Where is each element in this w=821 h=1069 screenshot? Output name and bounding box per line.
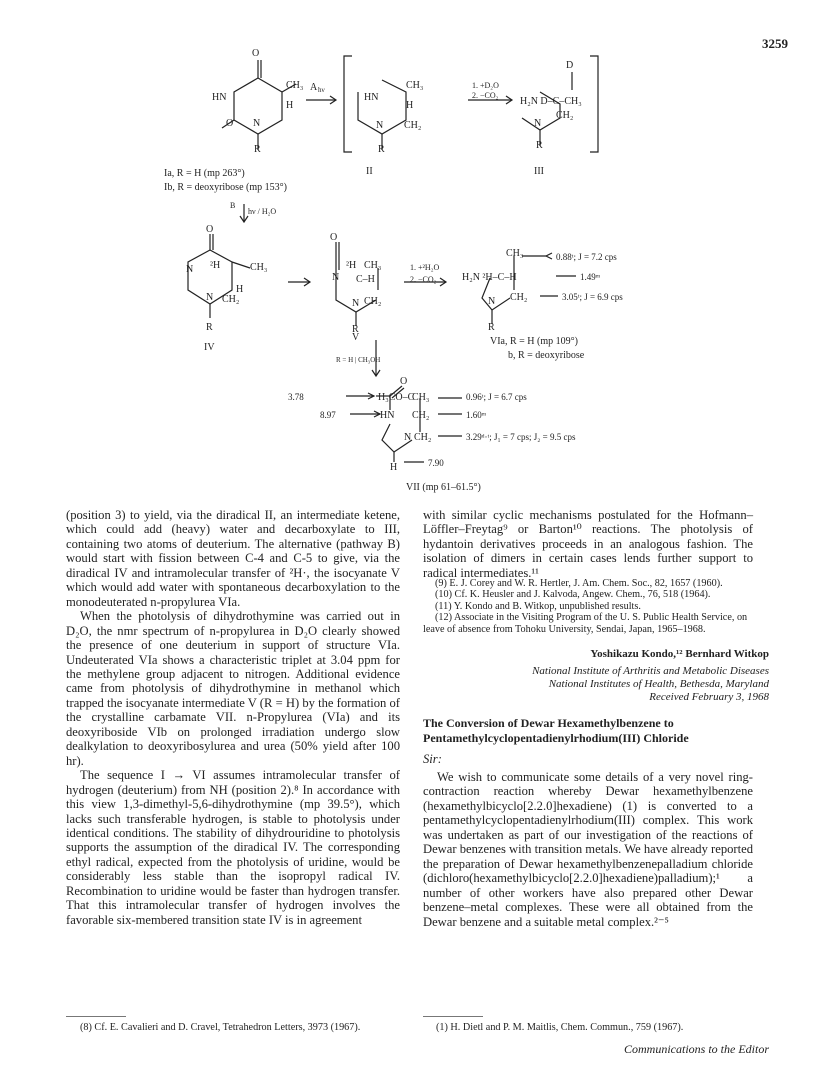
svg-text:VII (mp 61–61.5°): VII (mp 61–61.5°) (406, 482, 481, 493)
svg-text:²H: ²H (346, 260, 357, 271)
svg-text:O: O (400, 376, 408, 387)
svg-text:hν / H₂O: hν / H₂O (248, 207, 277, 216)
svg-text:H: H (236, 284, 244, 295)
svg-text:V: V (352, 332, 360, 343)
svg-text:O: O (226, 118, 234, 129)
svg-text:B: B (230, 201, 236, 210)
svg-text:hν: hν (318, 86, 325, 94)
svg-text:HN: HN (364, 92, 379, 103)
svg-text:b, R = deoxyribose: b, R = deoxyribose (508, 350, 585, 361)
left-footnote (80, 1022, 400, 1033)
svg-text:N: N (332, 272, 340, 283)
svg-text:R: R (488, 322, 495, 333)
right-footnotes (423, 578, 753, 635)
svg-text:1. +²H₂O: 1. +²H₂O (410, 263, 440, 272)
left-column (66, 508, 400, 927)
svg-text:O: O (330, 232, 338, 243)
authors: Yoshikazu Kondo,¹² Bernhard Witkop (590, 648, 769, 660)
svg-text:3.78: 3.78 (288, 392, 304, 402)
svg-text:3.05ᵗ; J = 6.9 cps: 3.05ᵗ; J = 6.9 cps (562, 292, 623, 302)
footnote: (11) Y. Kondo and B. Witkop, unpublished results. (435, 600, 641, 612)
svg-text:N: N (534, 118, 542, 129)
svg-text:VIa, R = H (mp 109°): VIa, R = H (mp 109°) (490, 336, 578, 347)
svg-text:CH₃: CH₃ (406, 80, 424, 91)
svg-text:CH₃: CH₃ (286, 80, 304, 91)
svg-text:N: N (352, 298, 360, 309)
journal-section-footer: Communications to the Editor (624, 1042, 769, 1056)
svg-text:N: N (253, 118, 261, 129)
svg-text:2. −CO₂: 2. −CO₂ (410, 275, 437, 284)
svg-text:D: D (566, 60, 574, 71)
affiliation (532, 665, 769, 704)
svg-text:N: N (488, 296, 496, 307)
svg-text:HN: HN (212, 92, 227, 103)
svg-text:CH₂: CH₂ (414, 432, 432, 443)
svg-text:CH₃: CH₃ (506, 248, 524, 259)
page-number: 3259 (762, 36, 788, 51)
svg-text:O: O (252, 48, 260, 59)
svg-text:II: II (366, 166, 373, 177)
svg-text:CH₂: CH₂ (404, 120, 422, 131)
svg-text:H: H (286, 100, 294, 111)
right-footnote (436, 1022, 753, 1033)
svg-text:Ia, R = H (mp 263°): Ia, R = H (mp 263°) (164, 168, 245, 179)
paragraph: (position 3) to yield, via the diradical II, an intermediate ketene, which could add (heavy) water and decarboxylate to III, containing two atoms of deuterium. The alternative (pathway B) would start with fission between C-4 and C-5 to give, via the diradical IV and intramolecular transfer of ²H·, the isocyanate V which would add water with spontaneous decarboxylation to the monodeuterated n-propylurea VIa. (66, 508, 400, 609)
svg-text:CH₂: CH₂ (222, 294, 240, 305)
footnote: (9) E. J. Corey and W. R. Hertler, J. Am. Chem. Soc., 82, 1657 (1960). (435, 578, 723, 589)
affiliation-line: National Institute of Arthritis and Metabolic Diseases (532, 665, 769, 677)
svg-text:R: R (254, 144, 261, 155)
paragraph: The sequence I → VI assumes intramolecular transfer of hydrogen (deuterium) from NH (position 2).⁸ In accordance with this view 1,3-dimethyl-5,6-dihydrothymine (mp 39.5°), which lacks such transferable hydrogen, is stable to photolysis under identical conditions. The stability of dihydrouridine to photolysis supports the assumption of the diradical IV. The corresponding ethyl radical, expected from the photolysis of uridine, would be considerably less stable than the isopropyl radical IV. Recombination to uridine would be faster than hydrogen transfer. That this intramolecular transfer of hydrogen involves the favorable six-membered transition state IV is in agreement (66, 768, 400, 927)
svg-text:CH₂: CH₂ (510, 292, 528, 303)
svg-text:HN: HN (380, 410, 395, 421)
svg-text:3.29ᵈ·ᵗ; J₁ = 7 cps; J₂ = 9.5: 3.29ᵈ·ᵗ; J₁ = 7 cps; J₂ = 9.5 cps (466, 432, 576, 442)
svg-text:H₂N ²H–C–H: H₂N ²H–C–H (462, 272, 517, 283)
paragraph: We wish to communicate some details of a very novel ring-contraction reaction whereby Dewar hexamethylbenzene (hexamethylbicyclo[2.2.0]hexadiene) (1) is converted to a pentamethylcyclopentadienylrhodium(III) complex. This work was undertaken as part of our investigation of the reactions of Dewar benzenes with transition metals. We have already reported the preparation of Dewar hexamethylbenzenepalladium chloride (dichloro(hexamethylbicyclo[2.2.0]hexadiene)palladium);¹ a number of other workers have also prepared other Dewar benzene–metal complexes. These were all obtained from the Dewar benzene and a suitable metal complex.²⁻⁵ (423, 770, 753, 929)
svg-text:Ib, R = deoxyribose (mp 153°): Ib, R = deoxyribose (mp 153°) (164, 182, 287, 193)
svg-text:CH₃: CH₃ (412, 392, 430, 403)
svg-text:H: H (390, 462, 398, 473)
svg-text:N: N (376, 120, 384, 131)
svg-text:A: A (310, 82, 318, 93)
svg-text:H: H (406, 100, 414, 111)
svg-text:²H: ²H (210, 260, 221, 271)
svg-text:CH₂: CH₂ (364, 296, 382, 307)
svg-text:N: N (206, 292, 214, 303)
svg-text:0.96ᵗ; J = 6.7 cps: 0.96ᵗ; J = 6.7 cps (466, 392, 527, 402)
article-title: The Conversion of Dewar Hexamethylbenzene to Pentamethylcyclopentadienylrhodium(III) Chloride (423, 716, 689, 745)
footnote: (8) Cf. E. Cavalieri and D. Cravel, Tetrahedron Letters, 3973 (1967). (80, 1022, 361, 1033)
svg-text:CH₃: CH₃ (364, 260, 382, 271)
svg-text:CH₂: CH₂ (412, 410, 430, 421)
svg-text:C–H: C–H (356, 274, 375, 285)
svg-text:IV: IV (204, 342, 215, 353)
reaction-scheme (0, 0, 821, 510)
footnote: (10) Cf. K. Heusler and J. Kalvoda, Angew. Chem., 76, 518 (1964). (435, 589, 711, 601)
svg-text:III: III (534, 166, 544, 177)
received-date: Received February 3, 1968 (649, 691, 769, 703)
svg-text:1.60ᵐ: 1.60ᵐ (466, 410, 487, 420)
right-column-body (423, 770, 753, 929)
affiliation-line: National Institutes of Health, Bethesda, Maryland (548, 678, 769, 690)
salutation: Sir: (423, 752, 442, 766)
svg-text:N: N (186, 264, 194, 275)
footnote-rule (423, 1016, 483, 1017)
svg-text:1. +D₂O: 1. +D₂O (472, 81, 499, 90)
svg-text:7.90: 7.90 (428, 458, 444, 468)
svg-text:CH₂: CH₂ (556, 110, 574, 121)
svg-text:0.88ᵗ; J = 7.2 cps: 0.88ᵗ; J = 7.2 cps (556, 252, 617, 262)
svg-text:CH₃: CH₃ (250, 262, 268, 273)
right-column-top (423, 508, 753, 580)
svg-text:O: O (206, 224, 214, 235)
svg-text:R: R (378, 144, 385, 155)
footnote: (1) H. Dietl and P. M. Maitlis, Chem. Commun., 759 (1967). (436, 1022, 684, 1033)
svg-text:H₂N D–C–CH₃: H₂N D–C–CH₃ (520, 96, 582, 107)
svg-text:R: R (536, 140, 543, 151)
footnote-rule (66, 1016, 126, 1017)
footnote: (12) Associate in the Visiting Program of the U. S. Public Health Service, on leave of absence from Tohoku University, Sendai, Japan, 1965–1968. (423, 612, 748, 635)
svg-text:2. −CO₂: 2. −CO₂ (472, 91, 499, 100)
paragraph: When the photolysis of dihydrothymine was carried out in D₂O, the nmr spectrum of n-propylurea in D₂O clearly showed the presence of one deuterium in support of structure VIa. Undeuterated VIa shows a characteristic triplet at 3.04 ppm for the methylene group adjacent to nitrogen. Additional evidence came from photolysis of dihydrothymine in methanol which trapped the isocyanate intermediate V (R = H) by the formation of the crystalline carbamate VII. n-Propylurea (VIa) and its deoxyriboside VIb on prolonged irradiation undergo slow dealkylation to deoxyribosylurea and urea (50% yield after 100 hr). (66, 609, 400, 768)
svg-text:R: R (352, 324, 359, 335)
svg-text:8.97: 8.97 (320, 410, 336, 420)
svg-text:N: N (404, 432, 412, 443)
svg-text:1.49ᵐ: 1.49ᵐ (580, 272, 601, 282)
svg-text:R = H | CH₃OH: R = H | CH₃OH (336, 356, 381, 364)
svg-text:R: R (206, 322, 213, 333)
paragraph: with similar cyclic mechanisms postulated for the Hofmann–Löffler–Freytag⁹ or Barton¹⁰ reactions. The photolysis of hydantoin derivatives proceeds in an analogous fashion. The isolation of dimers in certain cases lends further support to radical intermediates.¹¹ (423, 508, 753, 580)
svg-text:H₃CO–C: H₃CO–C (378, 392, 415, 403)
